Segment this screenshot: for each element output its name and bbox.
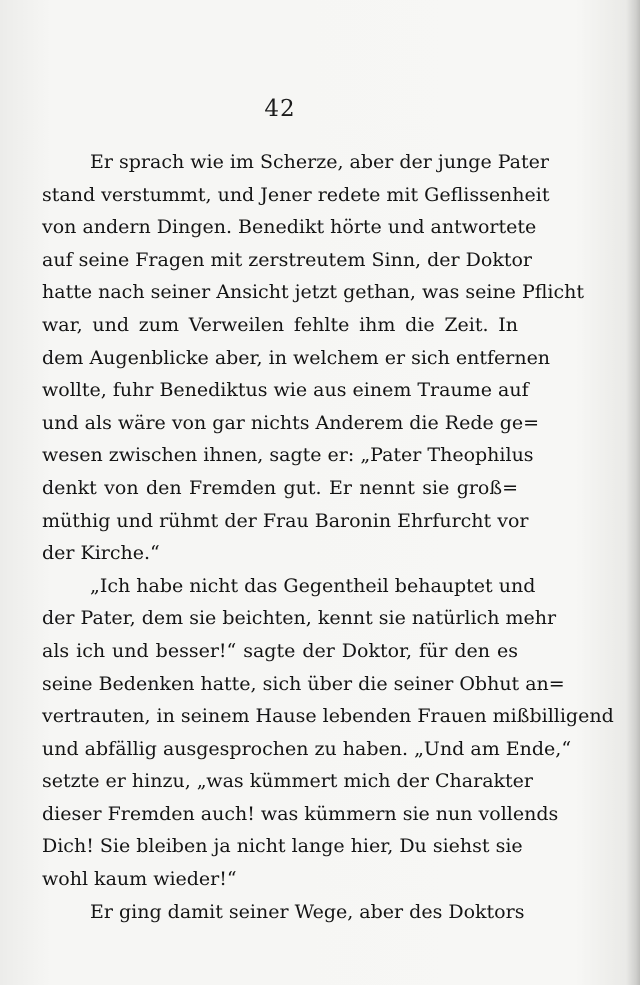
text-line: stand verstummt, und Jener redete mit Geflissenheit bbox=[42, 183, 550, 206]
text-line: dem Augenblicke aber, in welchem er sich entfernen bbox=[42, 346, 551, 369]
text-line: wesen zwischen ihnen, sagte er: „Pater Theophilus bbox=[42, 444, 534, 467]
text-line: von andern Dingen. Benedikt hörte und antwortete bbox=[42, 216, 537, 239]
text-line: dieser Fremden auch! was kümmern sie nun vollends bbox=[42, 802, 559, 825]
text-line: als ich und besser!“ sagte der Doktor, für den es bbox=[42, 639, 518, 662]
text-line: Dich! Sie bleiben ja nicht lange hier, Du siehst sie bbox=[42, 835, 523, 858]
text-line: seine Bedenken hatte, sich über die seiner Obhut an= bbox=[42, 672, 565, 695]
page-edge-shadow bbox=[626, 0, 640, 985]
page-number: 42 bbox=[264, 96, 296, 122]
text-line: wollte, fuhr Benediktus wie aus einem Traume auf bbox=[42, 379, 529, 402]
text-line: auf seine Fragen mit zerstreutem Sinn, der Doktor bbox=[42, 248, 533, 271]
text-line: vertrauten, in seinem Hause lebenden Frauen mißbilligend bbox=[42, 705, 614, 728]
text-line: wohl kaum wieder!“ bbox=[42, 868, 237, 891]
text-line: der Pater, dem sie beichten, kennt sie natürlich mehr bbox=[42, 607, 557, 630]
text-line: hatte nach seiner Ansicht jetzt gethan, was seine Pflicht bbox=[42, 281, 585, 304]
text-line: Er ging damit seiner Wege, aber des Doktors bbox=[90, 900, 525, 923]
text-line: „Ich habe nicht das Gegentheil behauptet und bbox=[90, 574, 536, 597]
text-line: müthig und rühmt der Frau Baronin Ehrfurcht vor bbox=[42, 509, 529, 532]
text-line: und als wäre von gar nichts Anderem die Rede ge= bbox=[42, 411, 540, 434]
text-line: Er sprach wie im Scherze, aber der junge Pater bbox=[90, 151, 549, 173]
text-line: setzte er hinzu, „was kümmert mich der Charakter bbox=[42, 770, 534, 793]
text-line: der Kirche.“ bbox=[42, 542, 160, 565]
text-line: und abfällig ausgesprochen zu haben. „Und am Ende,“ bbox=[42, 737, 572, 760]
text-line: war, und zum Verweilen fehlte ihm die Zeit. In bbox=[42, 313, 518, 336]
text-line: denkt von den Fremden gut. Er nennt sie groß= bbox=[42, 476, 518, 499]
body-text bbox=[42, 146, 614, 928]
